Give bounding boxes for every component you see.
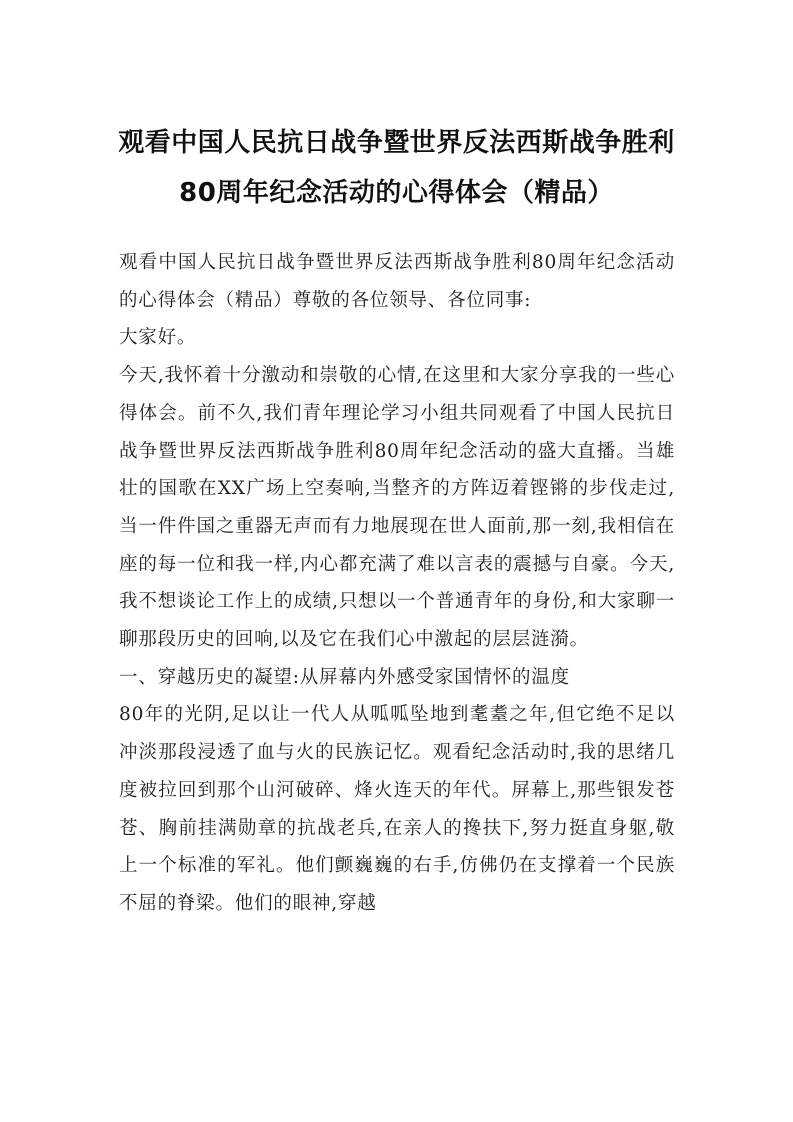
greeting-paragraph: 大家好。 (119, 327, 197, 349)
intro-paragraph: 今天,我怀着十分激动和崇敬的心情,在这里和大家分享我的一些心得体会。前不久,我们青年理论学习小组共同观看了中国人民抗日战争暨世界反法西斯战争胜利80周年纪念活动的盛大直播。当雄壮的国歌在XX广场上空奏响,当整齐的方阵迈着铿锵的步伐走过,当一件件国之重器无声而有力地展现在世人面前,那一刻,我相信在座的每一位和我一样,内心都充满了难以言表的震撼与自豪。今天,我不想谈论工作上的成绩,只想以一个普通青年的身份,和大家聊一聊那段历史的回响,以及它在我们心中激起的层层涟漪。 (119, 365, 675, 651)
section-heading-1: 一、穿越历史的凝望:从屏幕内外感受家国情怀的温度 (119, 666, 570, 688)
document-body (119, 244, 675, 923)
section-1-paragraph: 80年的光阴,足以让一代人从呱呱坠地到耄耋之年,但它绝不足以冲淡那段浸透了血与火的民族记忆。观看纪念活动时,我的思绪几度被拉回到那个山河破碎、烽火连天的年代。屏幕上,那些银发苍苍、胸前挂满勋章的抗战老兵,在亲人的搀扶下,努力挺直身躯,敬上一个标准的军礼。他们颤巍巍的右手,仿佛仍在支撑着一个民族不屈的脊梁。他们的眼神,穿越 (119, 704, 675, 914)
document-title: 观看中国人民抗日战争暨世界反法西斯战争胜利80周年纪念活动的心得体会（精品） (118, 128, 675, 208)
salutation-paragraph: 观看中国人民抗日战争暨世界反法西斯战争胜利80周年纪念活动的心得体会（精品）尊敬的各位领导、各位同事: (119, 252, 675, 311)
